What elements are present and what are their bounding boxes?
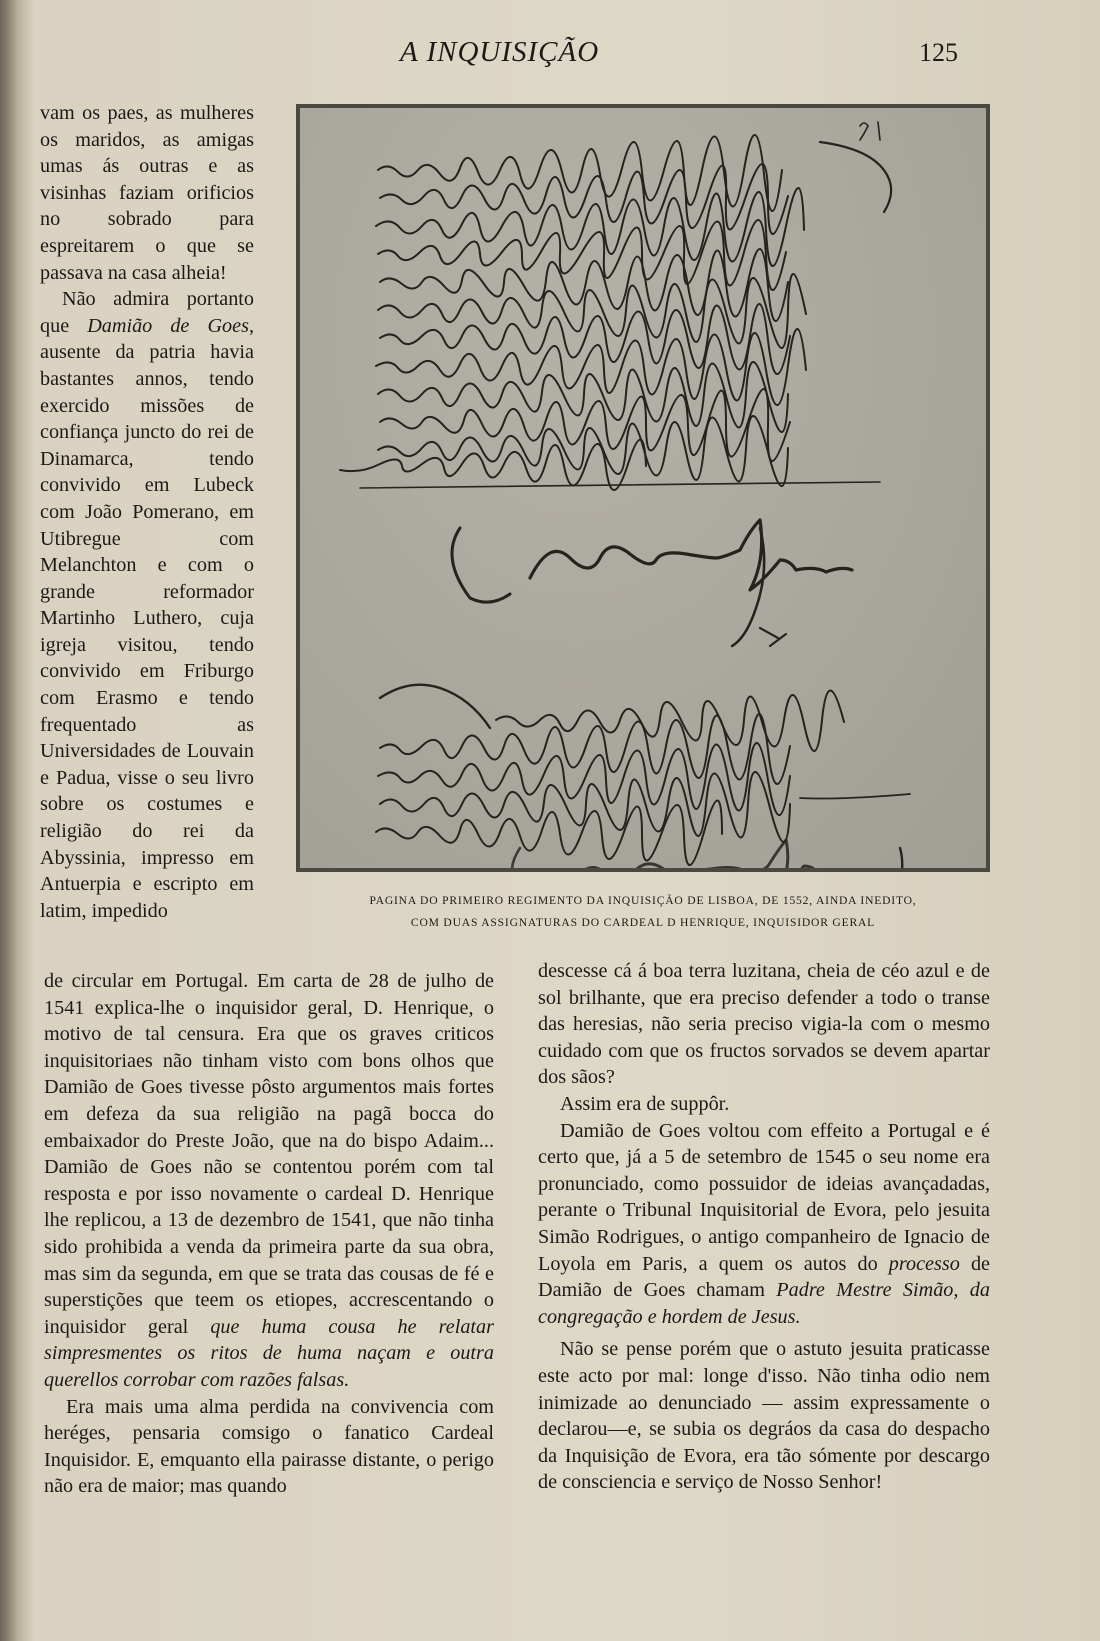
paragraph-4: Assim era de suppôr. <box>560 1092 730 1115</box>
left-column-lower <box>44 968 494 1500</box>
paragraph-2-text-b: , ausente da patria havia bastantes annos, tendo exercido missões de confiança juncto do rei de Dinamarca, tendo convivido em Lubeck com João Pomerano, em Utibregue com Melanchton e com o grande reformador Martinho Luthero, cuja igreja visitou, tendo convivido em Friburgo com Erasmo e tendo frequentado as Universidades de Louvain e Padua, visse o seu livro sobre os costumes e religião do rei da Abyssinia, impresso em Antuerpia e escripto em latim, impedido <box>40 314 254 922</box>
manuscript-handwriting <box>300 108 986 868</box>
italic-padre-mestre: Padre Mestre Simão, da congregação e hordem de Jesus. <box>538 1279 990 1328</box>
manuscript-figure <box>296 104 990 872</box>
figure-caption <box>300 890 986 934</box>
paragraph-2-cont-text: de circular em Portugal. Em carta de 28 de julho de 1541 explica-lhe o inquisidor geral, D. Henrique, o motivo de tal censura. Era que os graves criticos inquisitoriaes não tinham visto com bons olhos que Damião de Goes tivesse pôsto argumentos mais fortes em defeza da sua religião na pagã bocca do embaixador do Preste João, que na do bispo Adaim... Damião de Goes não se contentou porém com tal resposta e por isso novamente o cardeal D. Henrique lhe replicou, a 13 de dezembro de 1541, que não tinha sido prohibida a venda da primeira parte da sua obra, mas sim da segunda, em que se trata das cousas de fé e superstições que teem os etiopes, accrescentando o inquisidor geral <box>44 970 494 1338</box>
paragraph-5-text-a: Damião de Goes voltou com effeito a Portugal e é certo que, já a 5 de setembro de 1545 o seu nome era pronunciado, como possuidor de ideias avançadadas, perante o Tribunal Inquisitorial de Evora, pelo jesuita Simão Rodrigues, o antigo companheiro de Ignacio de Loyola em Paris, a quem os autos do <box>538 1119 990 1275</box>
paragraph-5-text-b: de Damião de Goes chamam <box>538 1252 991 1302</box>
paragraph-6: Não se pense porém que o astuto jesuita praticasse este acto por mal: longe d'isso. Não tinha odio nem inimizade ao denunciado — assim expressamente o declarou—e, se subia os degráos da casa do despacho da Inquisição de Evora, era tão sómente por descargo de consciencia e serviço de Nosso Senhor! <box>538 1338 990 1494</box>
manuscript-image <box>300 108 986 868</box>
caption-line-1: PAGINA DO PRIMEIRO REGIMENTO DA INQUISIÇÃO DE LISBOA, DE 1552, AINDA INEDITO, <box>369 894 917 907</box>
page-number: 125 <box>919 38 958 67</box>
running-title: A INQUISIÇÃO <box>400 36 600 68</box>
caption-line-2: COM DUAS ASSIGNATURAS DO CARDEAL D HENRIQUE, INQUISIDOR GERAL <box>410 916 876 929</box>
paragraph-5 <box>538 1118 990 1331</box>
paragraph-3-continued: descesse cá á boa terra luzitana, cheia de céo azul e de sol brilhante, que era preciso defender a todo o transe das heresias, não seria preciso vigia-la com o mesmo cuidado com que os fructos sorvados se devem apartar dos sãos? <box>538 960 990 1089</box>
italic-processo: processo <box>888 1252 960 1275</box>
paragraph-1: vam os paes, as mulheres os maridos, as amigas umas ás outras e as visinhas faziam orificios no sobrado para espreitarem o que se passava na casa alheia! <box>40 102 254 284</box>
page-header <box>0 36 1100 76</box>
paragraph-3: Era mais uma alma perdida na convivencia com heréges, pensaria comsigo o fanatico Cardeal Inquisidor. E, emquanto ella pairasse distante, o perigo não era de maior; mas quando <box>44 1395 494 1498</box>
person-name-damiao: Damião de Goes <box>87 314 249 337</box>
paragraph-2-quote: que huma cousa he relatar simpresmentes os ritos de huma naçam e outra querellos corrobar com razões falsas. <box>44 1315 494 1391</box>
right-column <box>538 958 990 1496</box>
paragraph-2-continued <box>44 968 494 1394</box>
paragraph-2-start <box>40 286 254 924</box>
left-column-narrow <box>40 100 254 924</box>
paragraph-2-text-a: Não admira portanto que <box>40 288 254 337</box>
